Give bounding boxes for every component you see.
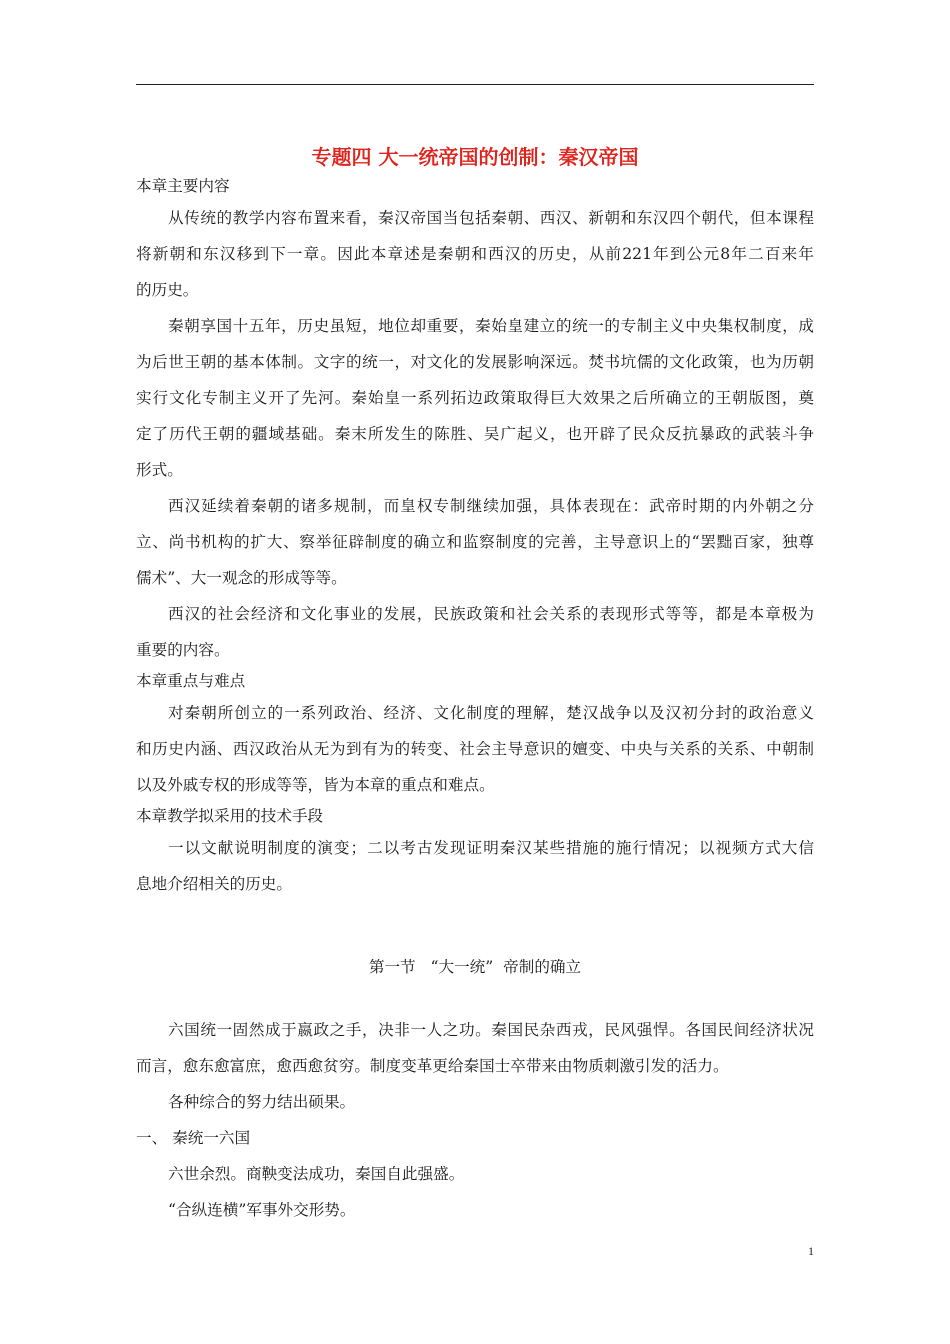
text-line: 为后世王朝的基本体制。文字的统一，对文化的发展影响深远。焚书坑儒的文化政策，也为历朝: [136, 353, 814, 371]
text-line: 定了历代王朝的疆域基础。秦末所发生的陈胜、吴广起义，也开辟了民众反抗暴政的武装斗争: [136, 425, 814, 443]
text-line: 西汉延续着秦朝的诸多规制，而皇权专制继续加强，具体表现在：武帝时期的内外朝之分: [168, 497, 814, 515]
text-line: 一以文献说明制度的演变；二以考古发现证明秦汉某些措施的施行情况；以视频方式大信: [168, 839, 814, 857]
document-body: [136, 173, 814, 902]
paragraph: [136, 200, 814, 308]
text-line: 以及外戚专权的形成等等，皆为本章的重点和难点。: [136, 776, 495, 794]
text-line: 和历史内涵、西汉政治从无为到有为的转变、社会主导意识的嬗变、中央与关系的关系、中朝制: [136, 740, 814, 758]
text-line: 将新朝和东汉移到下一章。因此本章述是秦朝和西汉的历史，从前221年到公元8年二百来年: [136, 245, 814, 263]
paragraph: [136, 695, 814, 803]
header-rule: [136, 84, 814, 85]
paragraph: [136, 830, 814, 902]
text-line: 从传统的教学内容布置来看，秦汉帝国当包括秦朝、西汉、新朝和东汉四个朝代，但本课程: [168, 209, 814, 227]
text-line: 而言，愈东愈富庶，愈西愈贫穷。制度变革更给秦国士卒带来由物质刺激引发的活力。: [136, 1057, 729, 1075]
text-line: 息地介绍相关的历史。: [136, 875, 292, 893]
paragraph: [136, 1012, 814, 1084]
text-line: 立、尚书机构的扩大、察举征辟制度的确立和监察制度的完善，主导意识上的“罢黜百家，独尊: [136, 533, 814, 551]
chapter-section-title: 第一节 “大一统” 帝制的确立: [368, 958, 582, 976]
paragraph: 六世余烈。商鞅变法成功，秦国自此强盛。: [168, 1165, 465, 1183]
section-heading-key-points: 本章重点与难点: [136, 672, 246, 690]
chapter-body: [136, 1012, 814, 1228]
text-line: 秦朝享国十五年，历史虽短，地位却重要，秦始皇建立的统一的专制主义中央集权制度，成: [168, 317, 814, 335]
paragraph: [136, 596, 814, 668]
text-line: 形式。: [136, 461, 183, 479]
text-line: 重要的内容。: [136, 641, 230, 659]
document-title: 专题四 大一统帝国的创制：秦汉帝国: [311, 145, 639, 169]
text-line: 实行文化专制主义开了先河。秦始皇一系列拓边政策取得巨大效果之后所确立的王朝版图，奠: [136, 389, 814, 407]
section-heading-teaching-methods: 本章教学拟采用的技术手段: [136, 807, 324, 825]
text-line: 的历史。: [136, 281, 199, 299]
text-line: 对秦朝所创立的一系列政治、经济、文化制度的理解，楚汉战争以及汉初分封的政治意义: [168, 704, 814, 722]
page-number: 1: [808, 1244, 814, 1258]
section-heading-main-content: 本章主要内容: [136, 177, 230, 195]
paragraph: “合纵连横”军事外交形势。: [168, 1201, 356, 1219]
subsection-heading: 一、 秦统一六国: [136, 1129, 251, 1147]
paragraph: 各种综合的努力结出硕果。: [168, 1093, 356, 1111]
text-line: 儒术”、大一观念的形成等等。: [136, 569, 347, 587]
paragraph: [136, 308, 814, 488]
paragraph: [136, 488, 814, 596]
text-line: 西汉的社会经济和文化事业的发展，民族政策和社会关系的表现形式等等，都是本章极为: [168, 605, 814, 623]
text-line: 六国统一固然成于嬴政之手，决非一人之功。秦国民杂西戎，民风强悍。各国民间经济状况: [168, 1021, 814, 1039]
